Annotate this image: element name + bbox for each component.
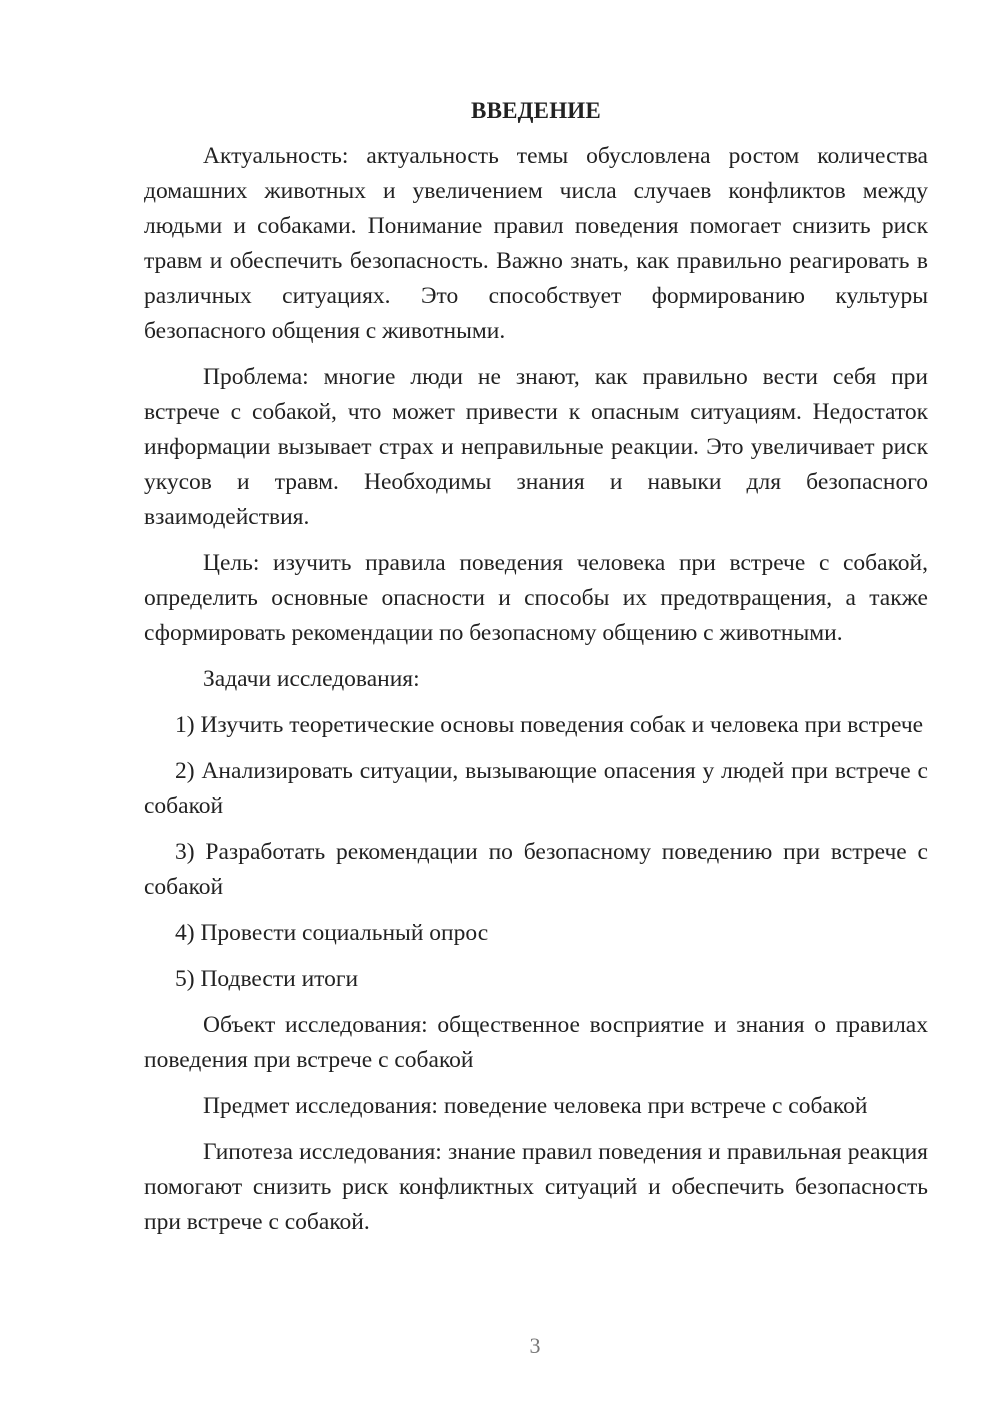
- task-item-5: 5) Подвести итоги: [175, 966, 359, 992]
- section-title: ВВЕДЕНИЕ: [471, 98, 601, 123]
- object-paragraph: Объект исследования: общественное восприятие и знания о правилах поведения при встрече с собакой: [144, 1012, 928, 1073]
- problem-paragraph: Проблема: многие люди не знают, как правильно вести себя при встрече с собакой, что может привести к опасным ситуациям. Недостаток информации вызывает страх и неправильные реакции. Это увеличивает риск укусов и травм. Необходимы знания и навыки для безопасного взаимодействия.: [144, 364, 928, 530]
- task-item-4: 4) Провести социальный опрос: [175, 920, 489, 946]
- tasks-heading: Задачи исследования:: [203, 666, 420, 692]
- task-item-1: 1) Изучить теоретические основы поведения собак и человека при встрече: [175, 712, 924, 738]
- task-item-2: 2) Анализировать ситуации, вызывающие опасения у людей при встрече с собакой: [144, 758, 928, 819]
- hypothesis-paragraph: Гипотеза исследования: знание правил поведения и правильная реакция помогают снизить риск конфликтных ситуаций и обеспечить безопасность при встрече с собакой.: [144, 1139, 928, 1235]
- relevance-paragraph: Актуальность: актуальность темы обусловлена ростом количества домашних животных и увеличением числа случаев конфликтов между людьми и собаками. Понимание правил поведения помогает снизить риск травм и обеспечить безопасность. Важно знать, как правильно реагировать в различных ситуациях. Это способствует формированию культуры безопасного общения с животными.: [144, 143, 928, 344]
- goal-paragraph: Цель: изучить правила поведения человека при встрече с собакой, определить основные опасности и способы их предотвращения, а также сформировать рекомендации по безопасному общению с животными.: [144, 550, 928, 646]
- page-content: [144, 93, 928, 1251]
- page-number: 3: [529, 1333, 541, 1358]
- subject-paragraph: Предмет исследования: поведение человека при встрече с собакой: [203, 1093, 868, 1119]
- task-item-3: 3) Разработать рекомендации по безопасному поведению при встрече с собакой: [144, 839, 928, 900]
